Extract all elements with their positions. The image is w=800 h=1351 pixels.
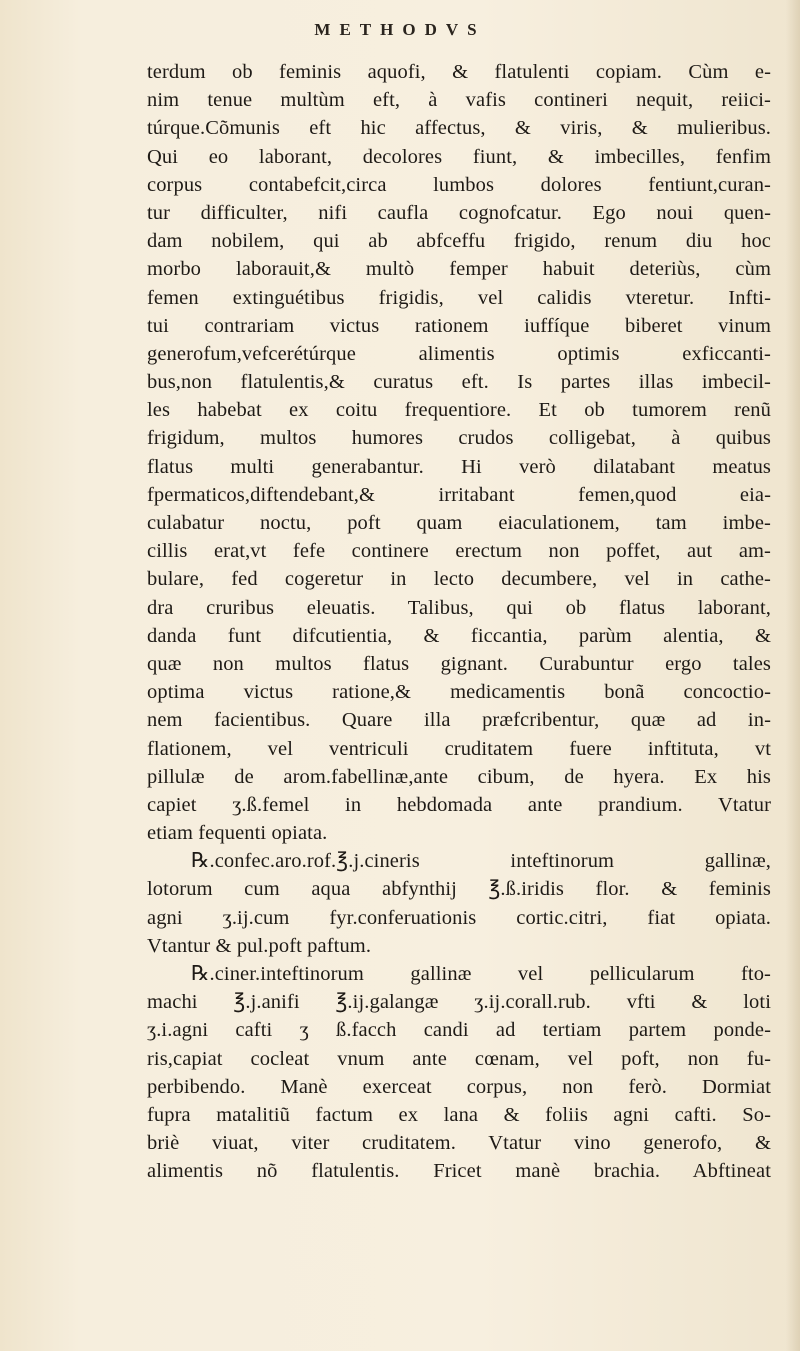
body-text bbox=[147, 58, 771, 1186]
text-line: bus,non flatulentis,& curatus eft. Is partes illas imbecil- bbox=[147, 371, 771, 394]
text-line: terdum ob feminis aquofi, & flatulenti copiam. Cùm e- bbox=[147, 61, 771, 83]
text-line: etiam fequenti opiata. bbox=[147, 822, 328, 845]
text-line: alimentis nõ flatulentis. Fricet manè brachia. Abftineat bbox=[147, 1160, 771, 1183]
text-line: perbibendo. Manè exerceat corpus, non ferò. Dormiat bbox=[147, 1075, 771, 1098]
text-line: flationem, vel ventriculi cruditatem fuere inftituta, vt bbox=[147, 737, 771, 760]
text-line: nem facientibus. Quare illa præfcribentur, quæ ad in- bbox=[147, 709, 771, 732]
text-line: flatus multi generabantur. Hi verò dilatabant meatus bbox=[147, 455, 771, 478]
text-line: femen extinguétibus frigidis, vel calidis vteretur. Infti- bbox=[147, 286, 771, 309]
text-line: quæ non multos flatus gignant. Curabuntur ergo tales bbox=[147, 652, 771, 675]
text-line: Vtantur & pul.poft paftum. bbox=[147, 934, 372, 957]
recipe-line: ℞.confec.aro.rof.℥.j.cineris inteftinorum gallinæ, bbox=[191, 850, 771, 873]
text-line: frigidum, multos humores crudos colligebat, à quibus bbox=[147, 427, 771, 450]
text-line: lotorum cum aqua abfynthij ℥.ß.iridis flor. & feminis bbox=[147, 878, 771, 901]
text-line: ris,capiat cocleat vnum ante cœnam, vel poft, non fu- bbox=[147, 1047, 771, 1070]
text-line: machi ℥.j.anifi ℥.ij.galangæ ʒ.ij.corall.rub. vfti & loti bbox=[147, 991, 771, 1014]
text-line: danda funt difcutientia, & ficcantia, parùm alentia, & bbox=[147, 624, 771, 647]
running-head: METHODVS bbox=[314, 20, 486, 39]
text-line: tui contrariam victus rationem iuffíque biberet vinum bbox=[147, 314, 771, 337]
text-line: capiet ʒ.ß.femel in hebdomada ante prandium. Vtatur bbox=[147, 793, 771, 816]
recipe-line: ℞.ciner.inteftinorum gallinæ vel pellicularum fto- bbox=[191, 963, 771, 985]
text-line: túrque.Cõmunis eft hic affectus, & viris, & mulieribus. bbox=[147, 117, 771, 140]
text-line: culabatur noctu, poft quam eiaculationem, tam imbe- bbox=[147, 512, 771, 534]
text-line: les habebat ex coitu frequentiore. Et ob tumorem renũ bbox=[147, 399, 771, 422]
text-line: ʒ.i.agni cafti ʒ ß.facch candi ad tertiam partem ponde- bbox=[147, 1019, 771, 1042]
page-edge-shadow bbox=[786, 0, 800, 1351]
text-line: pillulæ de arom.fabellinæ,ante cibum, de hyera. Ex his bbox=[147, 765, 771, 788]
text-line: nim tenue multùm eft, à vafis contineri nequit, reiici- bbox=[147, 89, 771, 112]
text-line: agni ʒ.ij.cum fyr.conferuationis cortic.citri, fiat opiata. bbox=[147, 906, 771, 929]
text-line: Qui eo laborant, decolores fiunt, & imbecilles, fenfim bbox=[147, 145, 771, 168]
text-line: briè viuat, viter cruditatem. Vtatur vino generofo, & bbox=[147, 1132, 771, 1155]
text-line: generofum,vefcerétúrque alimentis optimis exficcanti- bbox=[147, 342, 771, 365]
text-line: morbo laborauit,& multò femper habuit deteriùs, cùm bbox=[147, 258, 771, 281]
text-line: fpermaticos,diftendebant,& irritabant femen,quod eia- bbox=[147, 483, 771, 506]
text-line: corpus contabefcit,circa lumbos dolores fentiunt,curan- bbox=[147, 173, 771, 196]
text-line: cillis erat,vt fefe continere erectum non poffet, aut am- bbox=[147, 540, 771, 563]
text-line: tur difficulter, nifi caufla cognofcatur. Ego noui quen- bbox=[147, 201, 771, 224]
text-line: fupra matalitiũ factum ex lana & foliis agni cafti. So- bbox=[147, 1103, 771, 1126]
text-line: dra cruribus eleuatis. Talibus, qui ob flatus laborant, bbox=[147, 596, 771, 619]
text-line: bulare, fed cogeretur in lecto decumbere, vel in cathe- bbox=[147, 568, 771, 591]
text-line: optima victus ratione,& medicamentis bonã concoctio- bbox=[147, 681, 771, 704]
text-line: dam nobilem, qui ab abfceffu frigido, renum diu hoc bbox=[147, 230, 771, 253]
